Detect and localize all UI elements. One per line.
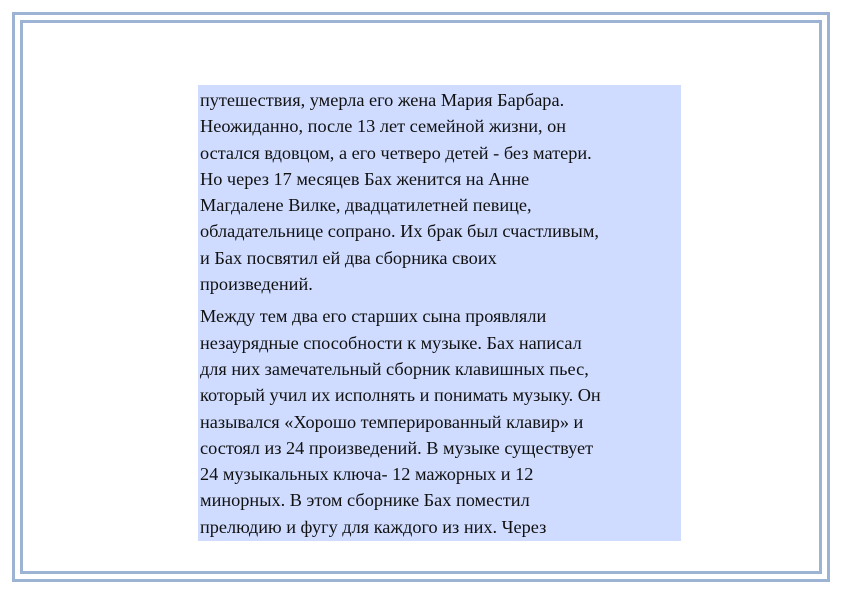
text-line: произведений. [200,274,313,295]
text-line: путешествия, умерла его жена Мария Барбара. [200,90,565,110]
text-line: Магдалене Вилке, двадцатилетней певице, [200,195,532,216]
text-line: назывался «Хорошо темперированный клавир» и [200,411,584,432]
text-line: Неожиданно, после 13 лет семейной жизни, он [200,116,567,137]
text-line: 24 музыкальных ключа- 12 мажорных и 12 [200,464,534,485]
text-line: минорных. В этом сборнике Бах поместил [200,490,530,511]
text-line: остался вдовцом, а его четверо детей - без матери. [200,142,592,163]
paragraph-2 [200,303,681,540]
text-line: который учил их исполнять и понимать музыку. Он [200,385,601,406]
paragraph-1 [200,87,681,297]
text-line: незаурядные способности к музыке. Бах написал [200,332,582,353]
text-block [198,85,681,541]
text-line: для них замечательный сборник клавишных пьес, [200,358,589,379]
text-line: Но через 17 месяцев Бах женится на Анне [200,168,530,189]
text-line: обладательнице сопрано. Их брак был счастливым, [200,221,599,242]
text-line: Между тем два его старших сына проявляли [200,306,547,327]
text-line: и Бах посвятил ей два сборника своих [200,247,497,268]
text-line: состоял из 24 произведений. В музыке существует [200,437,594,458]
text-line: прелюдию и фугу для каждого из них. Через [200,516,547,537]
